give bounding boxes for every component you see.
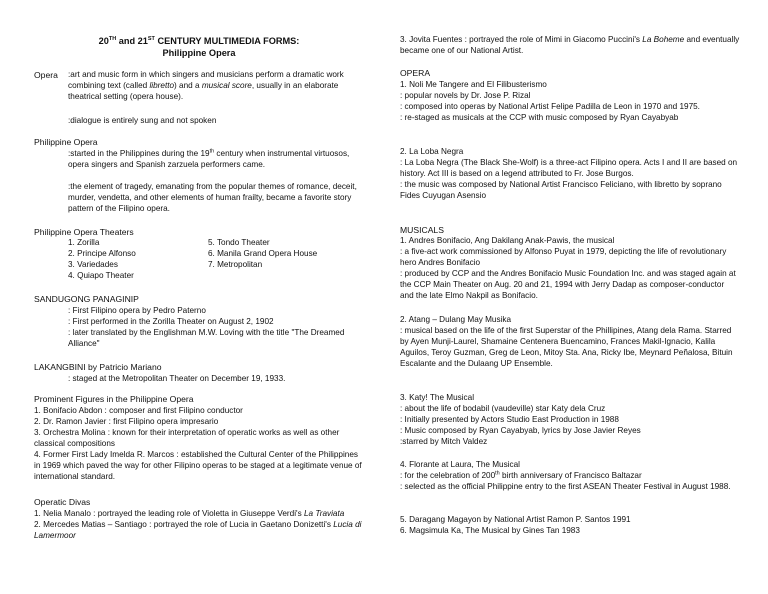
divas-list	[34, 509, 364, 542]
sandugong-heading: SANDUGONG PANAGINIP	[34, 294, 139, 304]
list-item: 2. Mercedes Matias – Santiago : portrayed the role of Lucia in Gaetano Donizetti's Lucia di Lamermoor	[34, 519, 362, 540]
sandugong-details	[34, 306, 364, 350]
katy-item	[400, 393, 740, 448]
opera-term: Opera	[34, 70, 58, 80]
opera-note: :dialogue is entirely sung and not spoken	[68, 116, 217, 125]
title-line-1: 20TH and 21ST CENTURY MULTIMEDIA FORMS:	[98, 35, 300, 46]
page-title	[34, 36, 364, 60]
list-item: 1. Zorilla	[68, 238, 100, 247]
list-item: : popular novels by Dr. Jose P. Rizal	[400, 90, 531, 100]
theaters-heading: Philippine Opera Theaters	[34, 227, 134, 237]
list-item: 4. Florante at Laura, The Musical	[400, 460, 520, 469]
opera-section-list	[400, 80, 740, 124]
philippine-opera-heading: Philippine Opera	[34, 137, 98, 147]
list-item: :starred by Mitch Valdez	[400, 436, 488, 446]
list-item: 4. Quiapo Theater	[68, 270, 134, 280]
list-item: 1. Nelia Manalo : portrayed the leading role of Violetta in Giuseppe Verdi's La Traviata	[34, 509, 345, 518]
philippine-opera-paragraph-2: :the element of tragedy, emanating from the popular themes of romance, deceit, murder, vendetta, and other elements of human frailty, became a favorite story pattern of the Filipino opera.	[68, 182, 357, 213]
atang-item	[400, 315, 740, 370]
list-item: 3. Orchestra Molina : known for their interpretation of operatic works as well as other classical compositions	[34, 427, 340, 448]
list-item: 2. Principe Alfonso	[68, 248, 136, 258]
list-item: : La Loba Negra (The Black She-Wolf) is a three-act Filipino opera. Acts I and II are based on history. Act III is based on a legend attributed to Fr. Jose Burgos.	[400, 157, 738, 178]
list-item: : composed into operas by National Artist Felipe Padilla de Leon in 1970 and 1975.	[400, 101, 700, 111]
fuentes-item: 3. Jovita Fuentes : portrayed the role of Mimi in Giacomo Puccini's La Boheme and eventually became one of our National Artist.	[400, 35, 740, 55]
list-item: : about the life of bodabil (vaudeville) star Katy dela Cruz	[400, 403, 606, 413]
florante-item	[400, 460, 740, 493]
list-item: : later translated by the Englishman M.W. Loving with the title "The Dreamed Alliance"	[68, 327, 345, 348]
list-item: : Initially presented by Actors Studio East Production in 1988	[400, 414, 619, 424]
opera-definition	[34, 70, 364, 103]
list-item: : First performed in the Zorilla Theater on August 2, 1902	[68, 316, 274, 326]
list-item: 4. Former First Lady Imelda R. Marcos : established the Cultural Center of the Philippines in 1969 which paved the way for other Filipino operas to be staged at a legitimate venue of international standard.	[34, 449, 362, 481]
list-item: : Music composed by Ryan Cayabyab, lyrics by Jose Javier Reyes	[400, 425, 641, 435]
list-item: 1. Bonifacio Abdon : composer and first Filipino conductor	[34, 406, 243, 415]
list-item: 1. Andres Bonifacio, Ang Dakilang Anak-Pawis, the musical	[400, 236, 615, 245]
list-item: : selected as the official Philippine entry to the first ASEAN Theater Festival in August 1988.	[400, 481, 731, 491]
theaters-column-1	[68, 238, 208, 282]
lakangbini-detail: : staged at the Metropolitan Theater on December 19, 1933.	[68, 374, 286, 383]
title-line-2: Philippine Opera	[162, 47, 236, 58]
musicals-heading: MUSICALS	[400, 225, 444, 235]
list-item: : the music was composed by National Artist Francisco Feliciano, with libretto by soprano Fides Cuyugan Asensio	[400, 179, 722, 200]
list-item: 1. Noli Me Tangere and El Filibusterismo	[400, 80, 547, 89]
lakangbini-heading: LAKANGBINI by Patricio Mariano	[34, 362, 162, 372]
list-item: 3. Katy! The Musical	[400, 393, 475, 402]
list-item: 7. Metropolitan	[208, 259, 263, 269]
list-item: : a five-act work commissioned by Alfonso Puyat in 1979, depicting the life of revolutionary hero Andres Bonifacio	[400, 246, 727, 267]
list-item: 5. Daragang Magayon by National Artist Ramon P. Santos 1991	[400, 515, 631, 524]
philippine-opera-paragraph-1: :started in the Philippines during the 19th century when instrumental virtuosos, opera singers and Spanish zarzuela performers came.	[68, 148, 350, 169]
divas-heading: Operatic Divas	[34, 497, 91, 507]
list-item: : produced by CCP and the Andres Bonifacio Music Foundation Inc. and was staged again at the CCP Main Theater on Aug. 20 and 21, 1994 with Jerry Dadap as composer-conductor and the late Elmo Nakpil as Bonifacio.	[400, 268, 736, 300]
figures-heading: Prominent Figures in the Philippine Opera	[34, 394, 194, 404]
final-items	[400, 515, 740, 537]
musicals-list	[400, 236, 740, 302]
theaters-list	[34, 238, 364, 282]
list-item: 5. Tondo Theater	[208, 238, 270, 247]
theaters-column-2	[208, 238, 317, 282]
list-item: 2. Atang – Dulang May Musika	[400, 315, 512, 324]
list-item: : musical based on the life of the first Superstar of the Phillipines, Atang dela Rama. Starred by Ayen Munji-Laurel, Shamaine Centenera Buencamino, Frances Makil-Ignacio, Kalila Aguilos, Teroy Guzman, Greg de Leon, Mitoy Sta. Ana, Ricky Ibe, Meynard Peñalosa, Bituin Escalante and the Dulaang UP Ensemble.	[400, 325, 733, 368]
list-item: 6. Magsimula Ka, The Musical by Gines Tan 1983	[400, 525, 580, 535]
list-item: : First Filipino opera by Pedro Paterno	[68, 306, 206, 315]
list-item: : re-staged as musicals at the CCP with music composed by Ryan Cayabyab	[400, 112, 679, 122]
opera-section-heading: OPERA	[400, 68, 431, 78]
list-item: 2. La Loba Negra	[400, 147, 464, 156]
list-item: 6. Manila Grand Opera House	[208, 248, 318, 258]
list-item: 2. Dr. Ramon Javier : first Filipino opera impresario	[34, 416, 219, 426]
figures-list	[34, 406, 364, 483]
list-item: : for the celebration of 200th birth anniversary of Francisco Baltazar	[400, 470, 642, 480]
opera-definition-text: :art and music form in which singers and musicians perform a dramatic work combining text (called libretto) and a musical score, usually in an elaborate theatrical setting (opera house).	[68, 70, 344, 101]
list-item: 3. Variedades	[68, 259, 118, 269]
la-loba-negra	[400, 147, 740, 202]
